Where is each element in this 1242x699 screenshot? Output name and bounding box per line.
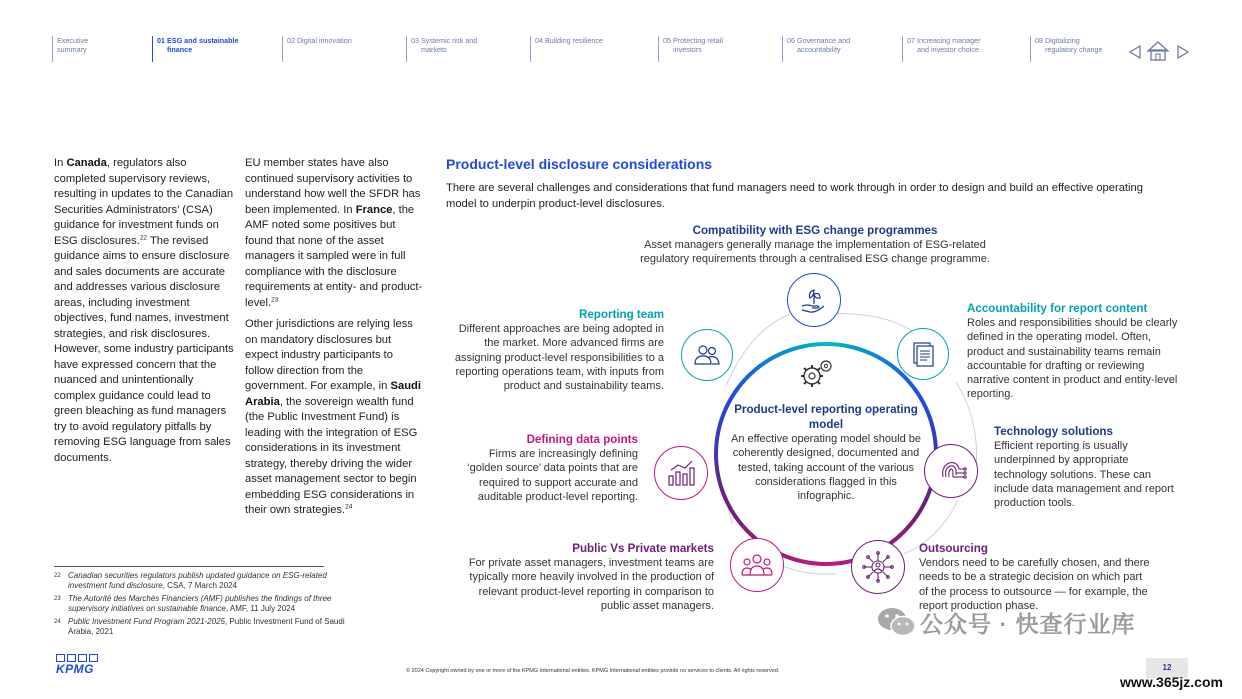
block-technology-title: Technology solutions	[994, 425, 1113, 438]
block-compatibility-title: Compatibility with ESG change programmes	[692, 224, 938, 237]
footnote-23: 23 The Autorité des Marchés Financiers (AMF) publishes the findings of three supervisory initiatives on sustainable finance, AMF, 11 July 2024	[54, 594, 332, 613]
footnote-divider	[54, 566, 324, 567]
block-outsourcing-title: Outsourcing	[919, 542, 988, 555]
block-public-private-title: Public Vs Private markets	[572, 542, 714, 555]
footnote-24: 24 Public Investment Fund Program 2021-2025, Public Investment Fund of Saudi Arabia, 2021	[54, 617, 345, 636]
group-icon	[740, 551, 774, 579]
block-data-points-title: Defining data points	[526, 433, 638, 446]
body-column-2: EU member states have also continued supervisory activities to understand how well the SFDR has been implemented. In France, the AMF noted some positives but found that none of the asset managers it sampled were in full compliance with the disclosure requirements at entity- and product-level.$^{23}$ Other jurisdictions are relying less on mandatory disclosures but expect industry participants to follow direction from the government. For example, in Saudi Arabia, the sovereign wealth fund (the Public Investment Fund) is leading with the integration of ESG considerations in its investment strategy, thereby driving the wider asset management sector to begin embedding ESG considerations in their own strategies.$^{24}$	[245, 157, 423, 516]
section-intro: There are several challenges and considerations that fund managers need to work through in order to design and build an effective operating model to underpin product-level disclosures.	[446, 182, 1143, 210]
data-points-icon-circle	[654, 446, 708, 500]
nav-governance[interactable]: 06 Governance and accountability	[782, 36, 850, 62]
block-public-private-text: For private asset managers, investment teams are typically more heavily involved in the production of relevant product-level reporting in comparison to public asset managers.	[468, 557, 714, 612]
center-title: Product-level reporting operating model	[734, 403, 918, 431]
block-compatibility	[620, 223, 1010, 267]
team-icon	[692, 342, 722, 368]
block-reporting-team-text: Different approaches are being adopted in the market. More advanced firms are assigning product-level responsibilities to a reporting operations team, with inputs from product and sustainability teams.	[454, 323, 664, 393]
compatibility-icon-circle	[787, 273, 841, 327]
fingerprint-circuit-icon	[935, 455, 967, 487]
nav-digital-innovation[interactable]: 02 Digital innovation	[282, 36, 352, 62]
block-public-private	[462, 541, 714, 613]
block-outsourcing-text: Vendors need to be carefully chosen, and there needs to be a strategic decision on which part of the process to outsource — for example, the report production phase.	[919, 557, 1150, 612]
nav-systemic-risk[interactable]: 03 Systemic risk and markets	[406, 36, 477, 62]
center-text	[728, 402, 924, 503]
bar-chart-icon	[665, 458, 697, 488]
reporting-team-icon-circle	[681, 329, 733, 381]
document-icon	[910, 340, 936, 368]
block-data-points	[456, 432, 638, 504]
block-accountability-title: Accountability for report content	[967, 302, 1148, 315]
kpmg-logo-boxes	[56, 654, 98, 662]
outsourcing-icon-circle	[851, 540, 905, 594]
kpmg-logo: KPMG	[56, 662, 94, 676]
block-compatibility-text: Asset managers generally manage the implementation of ESG-related regulatory requirements through a centralised ESG change programme.	[640, 239, 990, 266]
watermark-url: www.365jz.com	[1120, 674, 1223, 690]
block-data-points-text: Firms are increasingly defining ‘golden source’ data points that are required to support accurate and auditable product-level reporting.	[467, 448, 638, 503]
wechat-icon	[876, 604, 918, 640]
section-title: Product-level disclosure considerations	[446, 156, 713, 172]
block-outsourcing	[919, 541, 1151, 613]
gears-icon	[796, 356, 836, 396]
technology-icon-circle	[924, 444, 978, 498]
plant-in-hand-icon	[798, 284, 830, 316]
home-icon[interactable]	[1146, 40, 1170, 62]
block-accountability	[967, 301, 1181, 402]
footnote-22: 22 Canadian securities regulators publish updated guidance on ESG-related investment fund disclosure, CSA, 7 March 2024	[54, 571, 327, 590]
accountability-icon-circle	[897, 328, 949, 380]
public-private-icon-circle	[730, 538, 784, 592]
block-reporting-team-title: Reporting team	[578, 308, 664, 321]
triangle-left-icon[interactable]	[1128, 44, 1142, 60]
watermark-text: 公众号 · 快查行业库	[920, 611, 1136, 637]
triangle-right-icon[interactable]	[1176, 44, 1190, 60]
block-technology	[994, 424, 1178, 510]
nav-esg-sustainable-finance[interactable]: 01 ESG and sustainable finance	[152, 36, 239, 62]
center-description: An effective operating model should be coherently designed, documented and tested, taking account of the various considerations flagged in this infographic.	[731, 433, 921, 503]
page-number: 12	[1146, 658, 1188, 678]
block-technology-text: Efficient reporting is usually underpinned by appropriate technology solutions. These can include data management and report production tools.	[994, 440, 1174, 510]
network-person-icon	[861, 550, 895, 584]
block-reporting-team	[444, 307, 664, 393]
nav-building-resilience[interactable]: 04 Building resilience	[530, 36, 603, 62]
body-column-1: In Canada, regulators also completed supervisory reviews, resulting in updates to the Canadian Securities Administrators’ (CSA) guidance for investment funds on ESG disclosures.$^{22}$ The revised guidance aims to ensure disclosure and sales documents are accurate and addresses various disclosure areas, including investment objectives, fund names, investment strategies, and risk disclosures. However, some industry participants have expressed concern that the nuanced and unintentionally complex guidance could lead to green bleaching as fund managers try to avoid regulatory pitfalls by removing ESG language from sales documents.	[54, 157, 234, 464]
nav-digitalizing[interactable]: 08 Digitalizing regulatory change	[1030, 36, 1103, 62]
copyright-text: © 2024 Copyright owned by one or more of the KPMG International entities. KPMG International entities provide no services to clients. All rights reserved.	[406, 668, 780, 674]
section-nav	[52, 36, 1242, 62]
nav-investor-choice[interactable]: 07 Increasing manager and investor choice	[902, 36, 981, 62]
nav-protecting-retail[interactable]: 05 Protecting retail investors	[658, 36, 723, 62]
block-accountability-text: Roles and responsibilities should be clearly defined in the operating model. Often, product and sustainability teams remain accountable for drafting or reviewing narrative content in product and entity-level reporting.	[967, 317, 1178, 401]
nav-executive-summary[interactable]: Executive summary	[52, 36, 88, 62]
